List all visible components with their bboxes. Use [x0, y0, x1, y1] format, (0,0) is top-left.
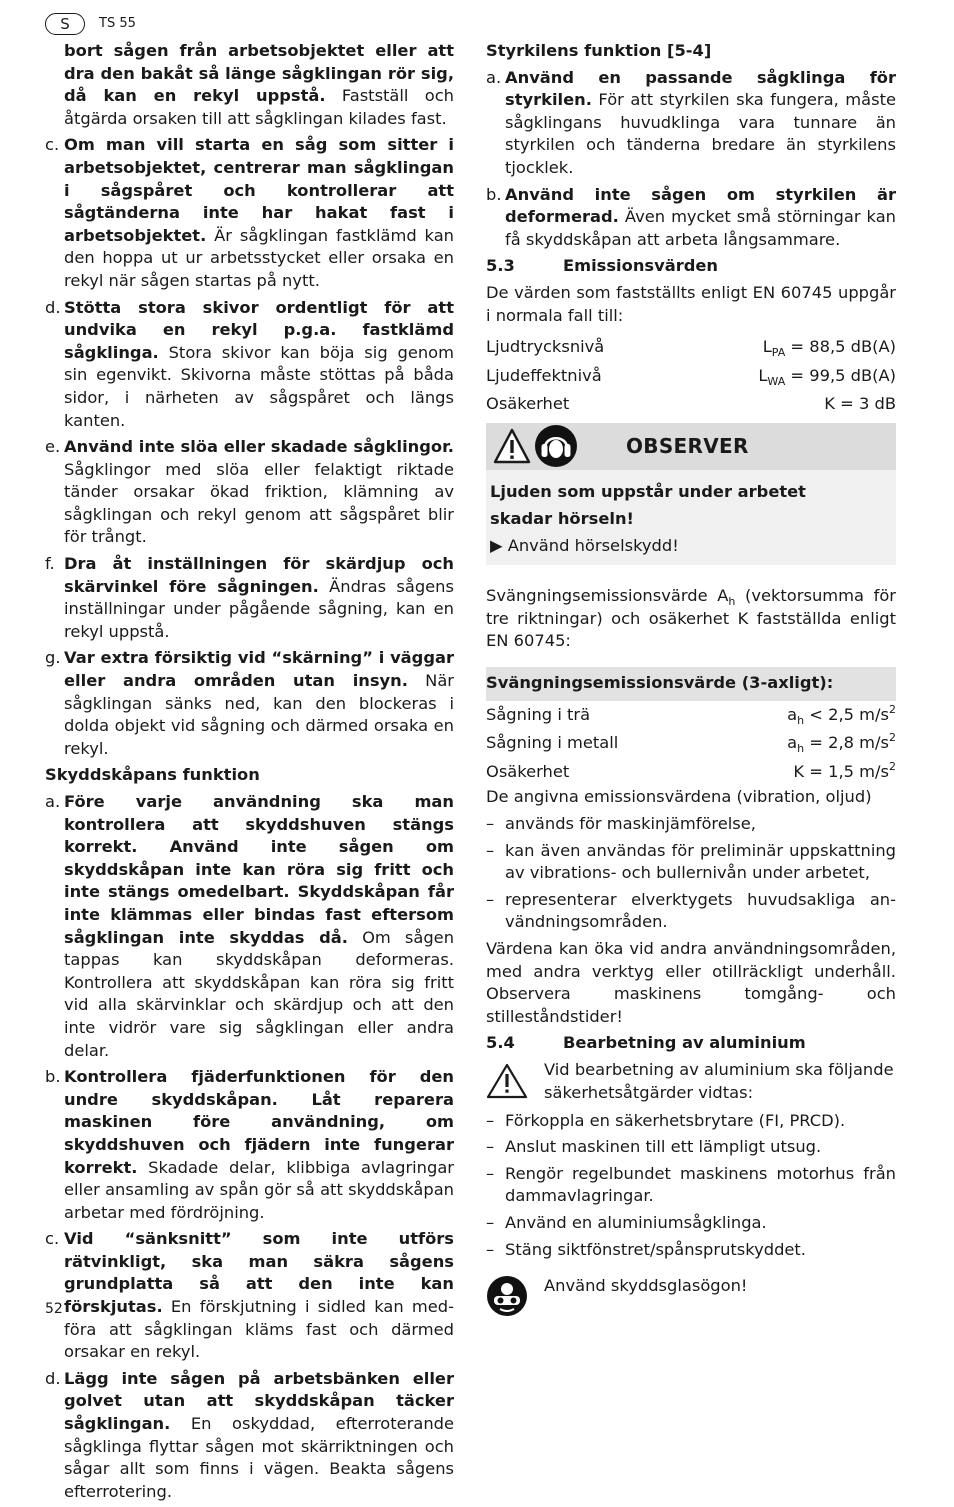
aluminium-intro: Vid bearbetning av aluminium ska följande säkerhetsåtgärder vidtas:: [486, 1059, 896, 1106]
list-item: e. Använd inte slöa eller skadade sågklingor. Sågklingor med slöa eller felaktigt riktade tänder orsakar ökad friktion, klämning av sågklingan och rekyl genom att sågspåret blir för trångt.: [45, 437, 454, 547]
page-header: [45, 12, 136, 36]
ear-protection-icon: [534, 424, 578, 468]
table-row: Ljudtrycksnivå $L_{PA} = 88,5$ dB(A): [486, 337, 896, 360]
continued-text: Fastställ och åtgärda orsaken till att sågklingan kilades fast.: [64, 86, 455, 128]
riving-knife-heading: Styrkilens funktion [5-4]: [486, 41, 712, 60]
observer-line-2: skadar hörseln!: [490, 508, 634, 528]
guard-heading: Skyddskåpans funktion: [45, 765, 260, 785]
goggles-note: Använd skyddsglasögon!: [486, 1275, 896, 1324]
page-number: 52: [45, 1301, 63, 1317]
section-heading-5-4: 5.4 Bearbetning av aluminium: [486, 1033, 806, 1053]
list-item: g. Var extra försiktig vid “skärning” i väggar eller andra områden utan insyn. När sågklingan sänks ned, kan den blockeras i dolda objekt vid sågning och därmed orsaka en rekyl.: [45, 648, 455, 758]
riving-knife-list: [486, 67, 896, 252]
table-row: Sågning i trä $a_h < 2,5$ $m/s^2$: [486, 702, 896, 727]
safety-goggles-icon: [486, 1275, 528, 1317]
list-item: a. Före varje användning ska man kontrollera att skyddshuven stängs korrekt. Använd inte sågen om skyddskåpan inte kan röra sig fritt och inte stängs omedelbart. Skyddskåpan får inte klämmas eller bindas fast eftersom sågklingan inte skyddas då. Om sågen tappas kan skyddskåpan deformeras. Kontrollera att skyddskåpan kan röra sig fritt vid alla skärvinklar och skärdjup och att den inte vidrör vare sig sågklingan eller andra delar.: [45, 792, 455, 1060]
noise-table: [486, 333, 896, 419]
list-item: – Förkoppla en säkerhetsbrytare (FI, PRCD).: [486, 1110, 846, 1130]
emission-intro: De värden som fastställts enligt EN 60745 uppgår i normala fall till:: [486, 282, 896, 325]
aluminium-list: [486, 1110, 896, 1262]
language-badge: S: [45, 13, 85, 35]
list-item: d. Lägg inte sågen på arbetsbänken eller golvet utan att skyddskåpan täcker sågklingan. En oskyddad, efterroterande sågklinga flyttar sågen mot skärriktningen och sågar allt som finns i vägen. Beakta sågens efterrotering.: [45, 1368, 454, 1501]
list-item: a. Använd en passande sågklinga för styrkilen. För att styrkilen ska fungera, måste sågklingans huvudklinga vara tunnare än styrkilen och tänderna bredare än styrkilens tjocklek.: [486, 67, 896, 177]
continued-bold: bort sågen från arbetsobjektet eller att dra den bakåt så länge sågklingan rör sig, då kan en rekyl uppstå.: [64, 41, 454, 106]
list-item: b. Använd inte sågen om styrkilen är deformerad. Även mycket små störningar kan få skyddskåpan att arbeta långsammare.: [486, 184, 896, 249]
observer-header: [486, 423, 896, 470]
list-item: d. Stötta stora skivor ordentligt för att undvika en rekyl p.g.a. fastklämd sågklinga. Stora skivor kan böja sig genom sin egenvikt. Skivorna måste stöttas på båda sidor, i närheten av sågspåret och längs kanten.: [45, 297, 454, 430]
observer-line-1: Ljuden som uppstår under arbetet: [490, 481, 806, 501]
vibration-table: [486, 701, 896, 787]
table-row: Osäkerhet K = 3 dB: [486, 394, 896, 414]
list-item: b. Kontrollera fjäderfunktionen för den undre skyddskåpan. Låt reparera maskinen före användning, om skyddshuven och fjädern inte fungerar korrekt. Skadade delar, klibbiga avlagringar eller ansamling av spån gör så att skyddskåpan arbetar med fördröjning.: [45, 1067, 454, 1222]
list-item: – Anslut maskinen till ett lämpligt utsug.: [486, 1137, 822, 1157]
list-item: – representerar elverktygets huvudsakliga användningsområden.: [486, 889, 896, 932]
kickback-list: [45, 134, 454, 760]
section-heading-5-3: 5.3 Emissionsvärden: [486, 256, 719, 276]
list-item: – kan även användas för preliminär uppskattning av vibrations- och bullernivån under arbetet,: [486, 840, 896, 883]
list-item: f. Dra åt inställningen för skärdjup och skärvinkel före sågningen. Ändras sågens inställningar under pågående sågning, kan en rekyl uppstå.: [45, 554, 454, 641]
list-item: – Stäng siktfönstret/spånsprutskyddet.: [486, 1239, 806, 1259]
vibration-intro: Svängningsemissionsvärde $A_h$ (vektorsumma för tre riktningar) och osäkerhet K fastställda enligt EN 60745:: [486, 585, 896, 651]
emission-uses-list: [486, 813, 896, 934]
continued-paragraph: [45, 40, 454, 130]
left-column: [45, 40, 454, 1507]
observer-box: [486, 423, 896, 565]
observer-body: [486, 470, 896, 565]
warning-triangle-icon: [492, 427, 532, 465]
list-item: c. Om man vill starta en såg som sitter i arbetsobjektet, centrerar man sågklingan i sågspåret och kontrollerar att sågtänderna inte har hakat fast i arbetsobjektet. Är sågklingan fastklämd kan den hoppa ut ur arbetsstycket eller orsaka en rekyl när sågen startas på nytt.: [45, 135, 454, 290]
list-item: – Använd en aluminiumsågklinga.: [486, 1212, 767, 1232]
list-item: c. Vid “sänksnitt” som inte utförs rätvinkligt, ska man säkra sågens grundplatta så att den inte kan förskjutas. En förskjutning i sidled kan medföra att sågklingan kläms fast och därmed orsakar en rekyl.: [45, 1229, 454, 1362]
list-item: – Rengör regelbundet maskinens motorhus från dammavlagringar.: [486, 1163, 896, 1206]
observer-action: ▶ Använd hörselskydd!: [490, 535, 679, 555]
list-item: – används för maskinjämförelse,: [486, 814, 756, 834]
table-row: Sågning i metall $a_h = 2,8$ $m/s^2$: [486, 731, 896, 756]
right-column: [486, 40, 896, 1324]
warning-triangle-icon: [486, 1063, 528, 1099]
model-label: TS 55: [99, 15, 136, 31]
vibration-heading: Svängningsemissionsvärde (3-axligt):: [486, 667, 896, 701]
table-row: Ljudeffektnivå $L_{WA} = 99,5$ dB(A): [486, 365, 896, 388]
emission-note: De angivna emissionsvärdena (vibration, oljud): [486, 787, 872, 807]
table-row: Osäkerhet K = 1,5 $m/s^2$: [486, 759, 896, 781]
observer-title: OBSERVER: [626, 434, 749, 459]
guard-list: [45, 791, 454, 1503]
emission-warning: Värdena kan öka vid andra användningsområden, med andra verktyg eller otillräckligt underhåll. Observera maskinens tomgång- och stilleståndstider!: [486, 939, 896, 1026]
